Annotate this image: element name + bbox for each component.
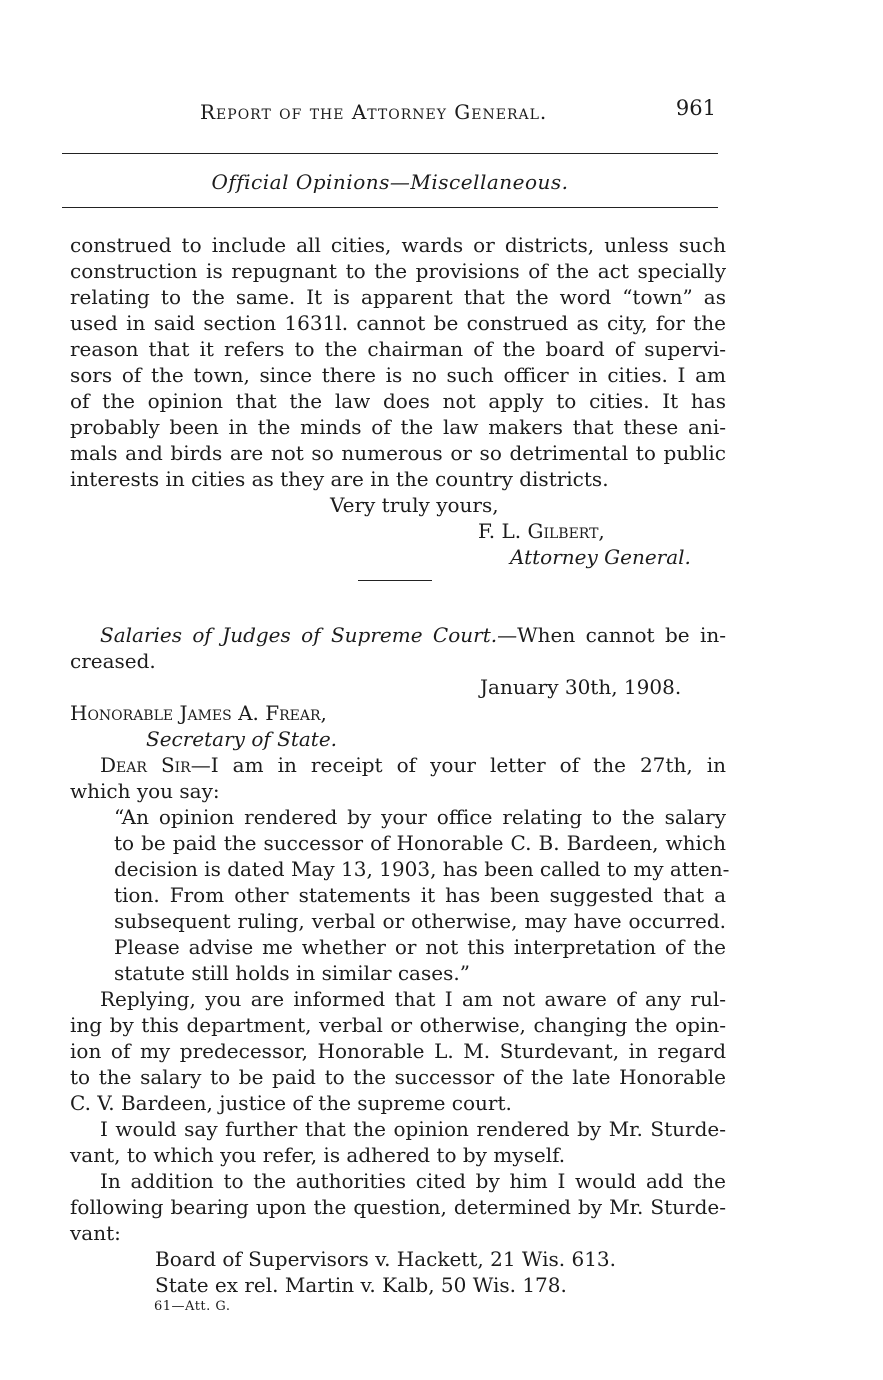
body-line: of the opinion that the law does not apply to cities. It has <box>70 389 726 413</box>
body-line: interests in cities as they are in the country districts. <box>70 467 609 491</box>
signer-title: Attorney General. <box>510 545 691 569</box>
addressee-name: Honorable James A. Frear, <box>70 701 327 725</box>
quote-line: statute still holds in similar cases.” <box>114 961 470 985</box>
header-rule-top <box>62 153 718 154</box>
quote-line: tion. From other statements it has been suggested that a <box>114 883 726 907</box>
body-line: mals and birds are not so numerous or so detrimental to public <box>70 441 726 465</box>
body-line: to the salary to be paid to the successor of the late Honorable <box>70 1065 726 1089</box>
header-rule-bottom <box>62 207 718 208</box>
body-line: probably been in the minds of the law makers that these ani- <box>70 415 726 439</box>
body-line: used in said section 1631l. cannot be construed as city, for the <box>70 311 726 335</box>
running-head <box>60 96 720 132</box>
signature-mark: 61—Att. G. <box>154 1299 231 1314</box>
body-line: C. V. Bardeen, justice of the supreme court. <box>70 1091 512 1115</box>
quote-line: Please advise me whether or not this interpretation of the <box>114 935 726 959</box>
topic-rest: —When cannot be in- <box>497 623 726 647</box>
section-divider <box>358 580 432 581</box>
addressee-title: Secretary of State. <box>146 727 338 751</box>
opinion-date: January 30th, 1908. <box>480 675 682 699</box>
quote-line: “An opinion rendered by your office relating to the salary <box>114 805 726 829</box>
citation: Board of Supervisors v. Hackett, 21 Wis. 613. <box>155 1247 617 1271</box>
body-line: Replying, you are informed that I am not aware of any rul- <box>100 987 726 1011</box>
salutation-line <box>100 752 726 778</box>
body-line: following bearing upon the question, determined by Mr. Sturde- <box>70 1195 726 1219</box>
body-line: ing by this department, verbal or otherwise, changing the opin- <box>70 1013 726 1037</box>
body-line: construction is repugnant to the provisions of the act specially <box>70 259 726 283</box>
page-number: 961 <box>675 96 716 120</box>
salutation: Dear Sir <box>100 753 191 777</box>
closing: Very truly yours, <box>330 493 499 517</box>
body-line: which you say: <box>70 779 220 803</box>
section-heading: Official Opinions—Miscellaneous. <box>211 170 569 194</box>
quote-line: subsequent ruling, verbal or otherwise, may have occurred. <box>114 909 726 933</box>
quote-line: decision is dated May 13, 1903, has been called to my atten- <box>114 857 730 881</box>
body-line: ion of my predecessor, Honorable L. M. Sturdevant, in regard <box>70 1039 726 1063</box>
opinion-topic-line2: creased. <box>70 649 156 673</box>
body-line: relating to the same. It is apparent that the word “town” as <box>70 285 726 309</box>
quote-line: to be paid the successor of Honorable C. B. Bardeen, which <box>114 831 726 855</box>
body-line: sors of the town, since there is no such officer in cities. I am <box>70 363 726 387</box>
body-line: reason that it refers to the chairman of the board of supervi- <box>70 337 726 361</box>
opinion-topic <box>100 622 726 648</box>
body-line: In addition to the authorities cited by him I would add the <box>100 1169 726 1193</box>
first-line-rest: —I am in receipt of your letter of the 27th, in <box>190 753 727 777</box>
signer-name: F. L. Gilbert, <box>478 519 605 543</box>
citation: State ex rel. Martin v. Kalb, 50 Wis. 178. <box>155 1273 567 1297</box>
body-line: vant, to which you refer, is adhered to by myself. <box>70 1143 566 1167</box>
topic-italic: Salaries of Judges of Supreme Court. <box>100 623 498 647</box>
body-line: vant: <box>70 1221 121 1245</box>
running-title: Report of the Attorney General. <box>200 100 548 124</box>
body-line: I would say further that the opinion rendered by Mr. Sturde- <box>100 1117 726 1141</box>
body-line: construed to include all cities, wards or districts, unless such <box>70 233 726 257</box>
